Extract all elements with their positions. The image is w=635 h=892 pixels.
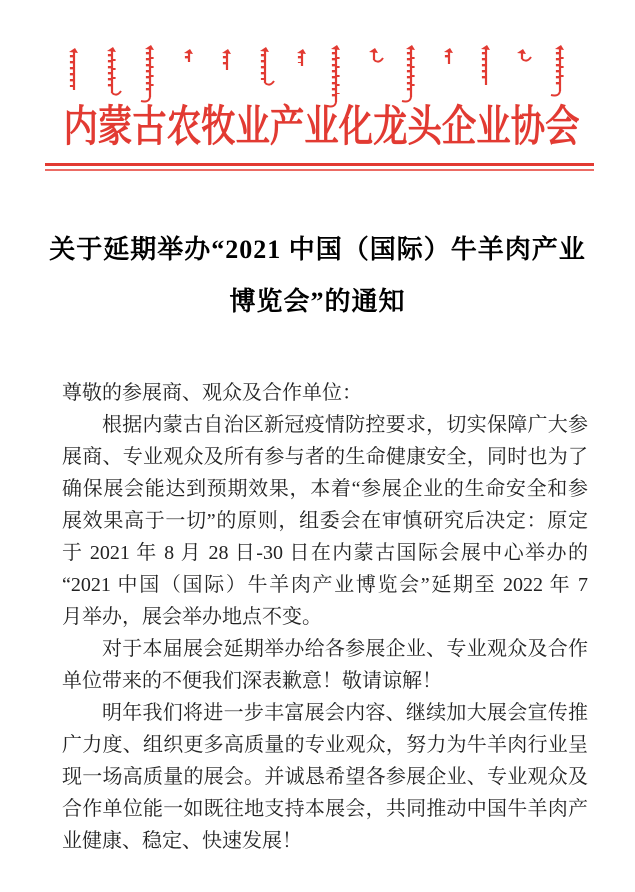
header-divider-rule (45, 163, 594, 171)
body-line: 合作单位能一如既往地支持本展会，共同推动中国牛羊肉产 (62, 798, 588, 820)
notice-title-line1: 关于延期举办“2021 中国（国际）牛羊肉产业 (49, 235, 586, 264)
body-line: 展效果高于一切”的原则，组委会在审慎研究后决定：原定 (62, 510, 588, 532)
body-line: 现一场高质量的展会。并诚恳希望各参展企业、专业观众及 (62, 766, 588, 788)
body-line: 对于本届展会延期举办给各参展企业、专业观众及合作 (102, 638, 588, 660)
body-line: 单位带来的不便我们深表歉意！敬请谅解！ (62, 670, 442, 692)
body-line: 根据内蒙古自治区新冠疫情防控要求，切实保障广大参 (102, 414, 588, 436)
body-line: 展商、专业观众及所有参与者的生命健康安全，同时也为了 (62, 446, 588, 468)
body-line: 尊敬的参展商、观众及合作单位： (62, 382, 362, 404)
mongolian-script-icon (0, 0, 635, 112)
body-line: 广力度、组织更多高质量的专业观众，努力为牛羊肉行业呈 (62, 734, 588, 756)
mongolian-script-header (0, 0, 635, 112)
organization-name: 内蒙古农牧业产业化龙头企业协会 (63, 104, 580, 151)
body-line: “2021 中国（国际）牛羊肉产业博览会”延期至 2022 年 7 (62, 574, 588, 596)
body-line: 业健康、稳定、快速发展！ (62, 830, 302, 852)
body-line: 明年我们将进一步丰富展会内容、继续加大展会宣传推 (102, 702, 588, 724)
body-line: 于 2021 年 8 月 28 日-30 日在内蒙古国际会展中心举办的 (62, 542, 588, 564)
notice-title-line2: 博览会”的通知 (229, 287, 406, 316)
notice-body (62, 377, 588, 857)
body-line: 确保展会能达到预期效果，本着“参展企业的生命安全和参 (62, 478, 588, 500)
body-line: 月举办，展会举办地点不变。 (62, 606, 322, 628)
